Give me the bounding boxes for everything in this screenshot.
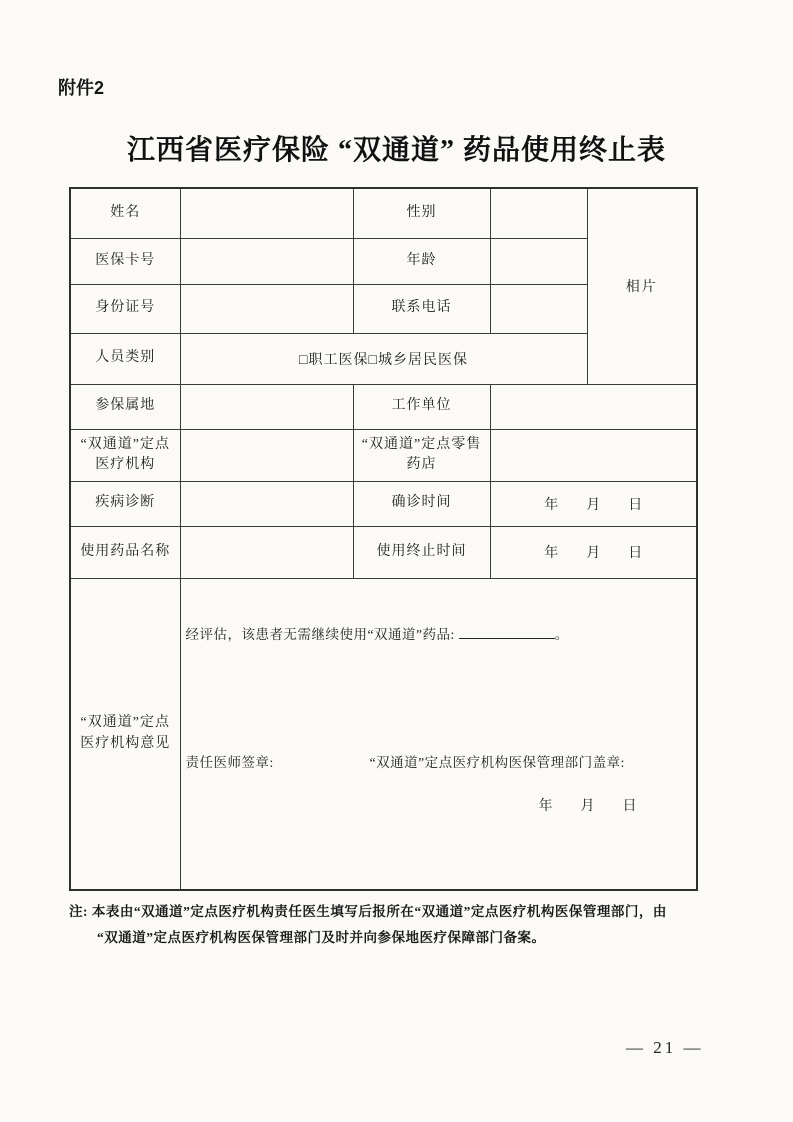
name-label: 姓名: [70, 188, 180, 238]
person-type-options: □职工医保□城乡居民医保: [180, 333, 587, 384]
page-number: — 21 —: [626, 1038, 704, 1057]
gender-value-cell: [490, 188, 587, 238]
opinion-statement-line: [186, 623, 569, 643]
insured-place-value-cell: [180, 384, 353, 429]
page-title: 江西省医疗保险 “双通道” 药品使用终止表: [126, 135, 666, 166]
card-number-value-cell: [180, 238, 353, 284]
opinion-label: “双通道”定点医疗机构意见: [70, 578, 180, 890]
opinion-statement-period: 。: [554, 626, 569, 642]
form-table: [69, 187, 698, 891]
end-time-label: 使用终止时间: [353, 526, 490, 578]
footnote-line-2: “双通道”定点医疗机构医保管理部门及时并向参保地医疗保障部门备案。: [97, 930, 546, 945]
opinion-date: 年 月 日: [538, 798, 637, 814]
phone-value-cell: [490, 284, 587, 333]
phone-label: 联系电话: [353, 284, 490, 333]
work-unit-value-cell: [490, 384, 697, 429]
medical-org-value-cell: [180, 429, 353, 481]
doctor-signature-label: 责任医师签章:: [185, 754, 274, 770]
row-diagnosis-time: [70, 481, 697, 526]
opinion-statement-text: 经评估，该患者无需继续使用“双通道”药品:: [185, 626, 455, 642]
drug-name-label: 使用药品名称: [70, 526, 180, 578]
pharmacy-value-cell: [490, 429, 697, 481]
row-place-unit: [70, 384, 697, 429]
person-type-label: 人员类别: [70, 333, 180, 384]
end-time-value: 年 月 日: [490, 526, 697, 578]
row-drug-endtime: [70, 526, 697, 578]
row-name-gender: [70, 188, 697, 238]
row-org-pharmacy: [70, 429, 697, 481]
drug-name-value-cell: [180, 526, 353, 578]
fill-in-blank-line: [459, 625, 555, 639]
insured-place-label: 参保属地: [70, 384, 180, 429]
card-number-label: 医保卡号: [70, 238, 180, 284]
medical-org-label: “双通道”定点医疗机构: [70, 429, 180, 481]
confirm-time-value: 年 月 日: [490, 481, 697, 526]
age-label: 年龄: [353, 238, 490, 284]
row-opinion: [70, 578, 697, 890]
opinion-cell: [180, 578, 697, 890]
photo-label: 相片: [587, 188, 697, 384]
age-value-cell: [490, 238, 587, 284]
confirm-time-label: 确诊时间: [353, 481, 490, 526]
signature-row: [186, 751, 625, 771]
footnote: [69, 899, 734, 951]
work-unit-label: 工作单位: [353, 384, 490, 429]
diagnosis-label: 疾病诊断: [70, 481, 180, 526]
diagnosis-value-cell: [180, 481, 353, 526]
gender-label: 性别: [353, 188, 490, 238]
id-number-value-cell: [180, 284, 353, 333]
attachment-label: 附件2: [58, 78, 105, 98]
id-number-label: 身份证号: [70, 284, 180, 333]
footnote-line-1: 注: 本表由“双通道”定点医疗机构责任医生填写后报所在“双通道”定点医疗机构医保管理部门，由: [69, 904, 667, 919]
name-value-cell: [180, 188, 353, 238]
pharmacy-label: “双通道”定点零售药店: [353, 429, 490, 481]
admin-stamp-label: “双通道”定点医疗机构医保管理部门盖章:: [369, 754, 625, 770]
